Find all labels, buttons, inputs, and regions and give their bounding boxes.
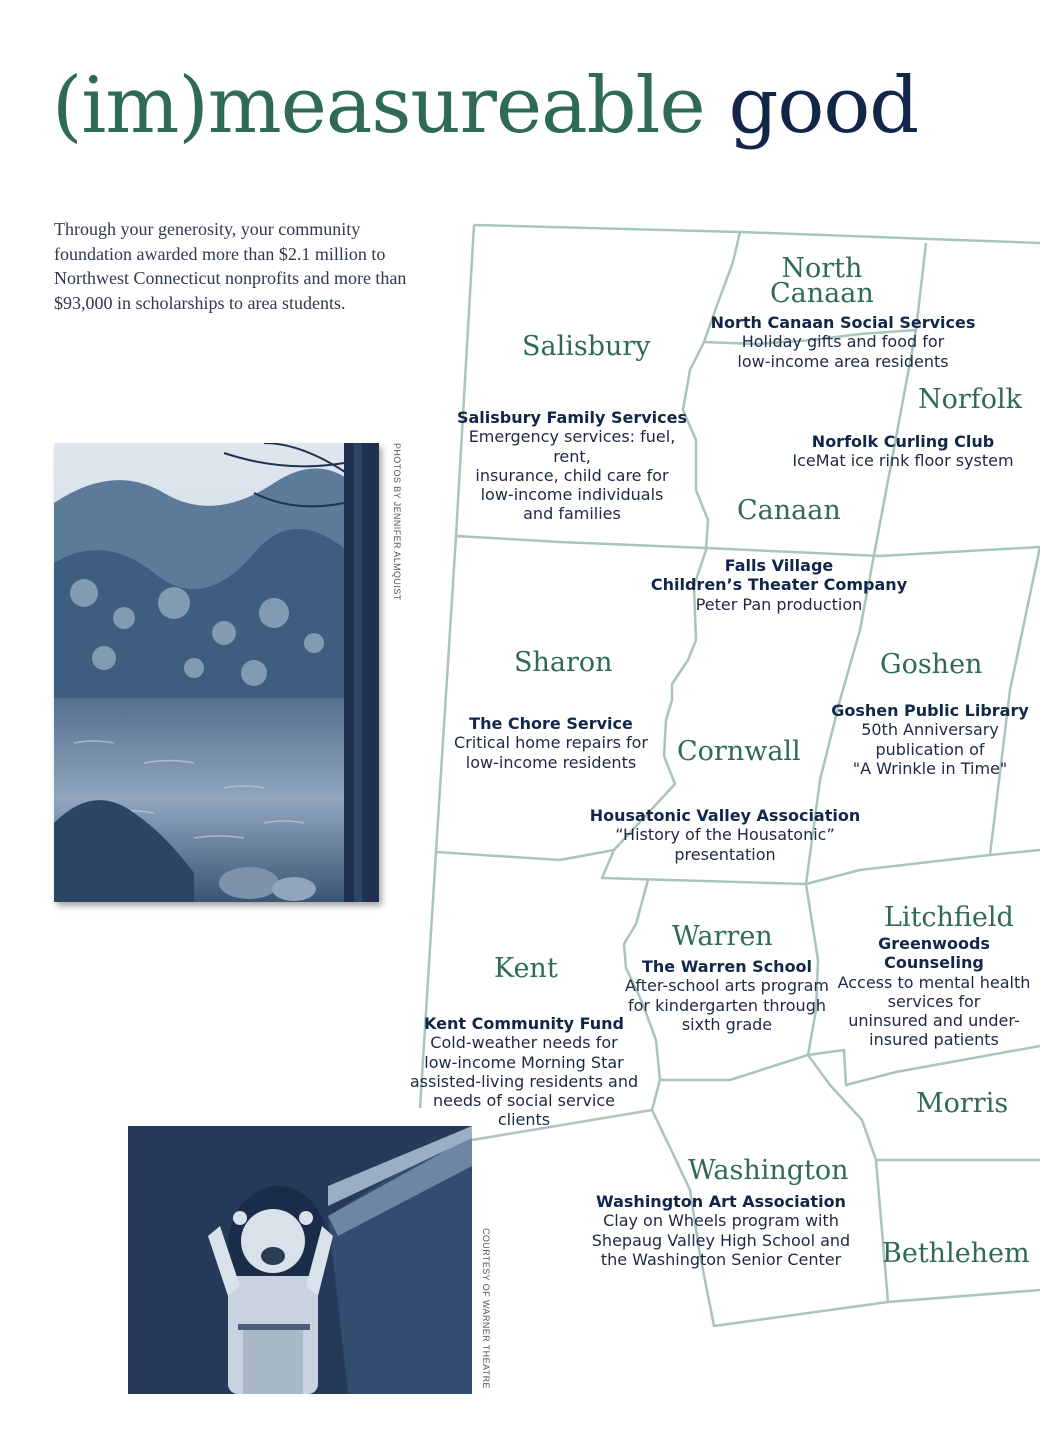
program-org: Salisbury Family Services	[456, 408, 687, 427]
program-warren	[622, 957, 832, 1034]
program-desc: Critical home repairs for low-income residents	[454, 733, 648, 772]
title-part-2: good	[728, 61, 919, 151]
program-goshen	[826, 701, 1034, 778]
town-norfolk: Norfolk	[918, 384, 1023, 415]
intro-paragraph: Through your generosity, your community foundation awarded more than $2.1 million to Northwest Connecticut nonprofits and more than $93,000 in scholarships to area students.	[54, 219, 407, 313]
program-desc: Clay on Wheels program with Shepaug Valley High School and the Washington Senior Center	[591, 1211, 851, 1269]
program-org: Kent Community Fund	[424, 1014, 624, 1033]
program-desc: Access to mental health services for uninsured and under- insured patients	[837, 972, 1031, 1050]
program-desc: 50th Anniversary publication of "A Wrinkle in Time"	[852, 720, 1008, 778]
program-org: Falls Village Children’s Theater Company	[650, 556, 908, 595]
town-bethlehem: Bethlehem	[882, 1238, 1030, 1269]
program-desc: Peter Pan production	[695, 594, 863, 614]
town-kent: Kent	[494, 953, 558, 984]
program-desc: “History of the Housatonic” presentation	[615, 825, 835, 864]
town-cornwall: Cornwall	[677, 736, 801, 767]
program-org: Washington Art Association	[596, 1192, 846, 1211]
town-morris: Morris	[916, 1088, 1009, 1119]
photo-credit-1: PHOTOS BY JENNIFER ALMQUIST	[392, 443, 402, 601]
program-org: Goshen Public Library	[831, 701, 1029, 720]
program-desc: After-school arts program for kindergarten through sixth grade	[625, 976, 829, 1034]
program-org: Housatonic Valley Association	[589, 806, 861, 825]
program-desc: IceMat ice rink floor system	[792, 451, 1014, 471]
program-org: The Chore Service	[469, 714, 633, 733]
town-canaan: Canaan	[737, 495, 841, 526]
program-desc: Emergency services: fuel, rent, insurance, child care for low-income individuals and families	[468, 427, 676, 524]
town-goshen: Goshen	[880, 649, 983, 680]
town-washington: Washington	[688, 1155, 849, 1186]
program-org: Greenwoods Counseling	[878, 934, 990, 973]
program-litchfield	[834, 934, 1034, 1050]
program-kent	[408, 1014, 640, 1130]
town-warren: Warren	[672, 921, 773, 952]
program-org: Norfolk Curling Club	[811, 432, 995, 451]
program-desc: Cold-weather needs for low-income Morning Star assisted-living residents and needs of social service clients	[409, 1033, 639, 1130]
town-salisbury: Salisbury	[522, 331, 651, 362]
program-desc: Holiday gifts and food for low-income area residents	[737, 332, 949, 371]
photo-credit-2: COURTESY OF WARNER THEATRE	[481, 1228, 491, 1389]
program-sharon	[446, 714, 656, 772]
program-falls-village	[644, 556, 914, 614]
program-north-canaan	[702, 313, 984, 371]
program-org: North Canaan Social Services	[710, 313, 976, 332]
title-part-1: (im)measureable	[52, 61, 705, 151]
program-cornwall	[586, 806, 864, 864]
program-salisbury	[452, 408, 692, 524]
town-litchfield: Litchfield	[884, 902, 1014, 933]
program-norfolk	[788, 432, 1018, 471]
town-north-canaan: North Canaan	[770, 253, 874, 309]
program-washington	[586, 1192, 856, 1269]
town-sharon: Sharon	[514, 647, 613, 678]
program-org: The Warren School	[641, 957, 813, 976]
